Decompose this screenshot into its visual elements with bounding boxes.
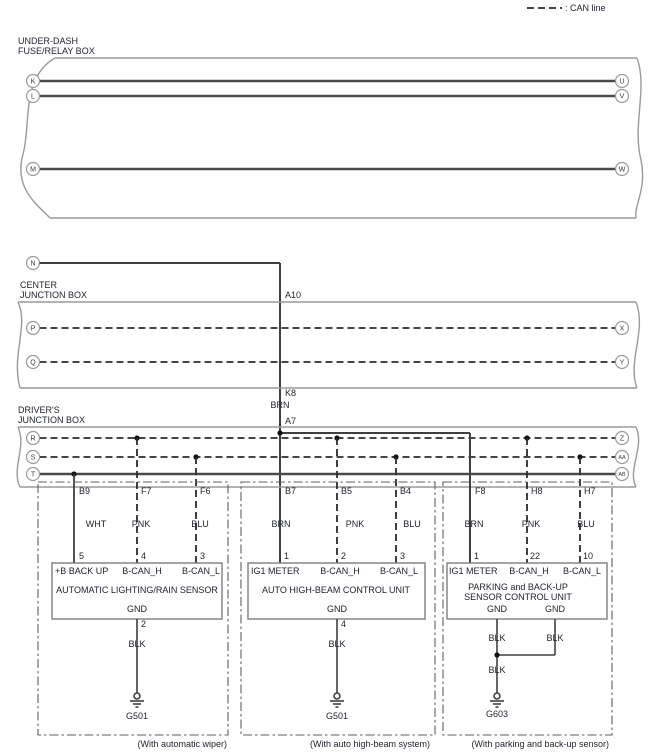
pin-label-k8: K8 [285,388,297,398]
option-caption: (With automatic wiper) [137,739,227,749]
terminal-label: B-CAN_L [181,566,221,576]
connector-U-label: U [619,78,625,86]
center-box-right-edge [634,302,639,388]
under-dash-box-right-edge [636,58,643,218]
wire-color-label-blu: BLU [577,519,595,529]
junction-dot [494,652,499,657]
wire-color-label-blk: BLK [128,639,146,649]
connector-T-label: T [30,471,36,479]
option-caption: (With parking and back-up sensor) [471,739,609,749]
wire-color-label-pnk: PNK [345,519,365,529]
wire-color-label-brn-trunk: BRN [270,400,290,410]
gnd-label: GND [327,604,347,614]
unit-auto-high-beam-control-unit [248,486,430,749]
unit-automatic-lighting-rain-sensor [52,486,227,749]
pin-label-a7: A7 [285,416,297,426]
under-dash-box-title-line2: FUSE/RELAY BOX [18,46,95,56]
wire-color-label-wht: WHT [85,519,107,529]
gnd-label: GND [487,604,507,614]
connector-label-b9: B9 [79,486,91,496]
center-box-title-line2: JUNCTION BOX [20,290,88,300]
option-caption: (With auto high-beam system) [309,739,430,749]
wire-color-label-blk: BLK [488,633,506,643]
driver-box-title-line1: DRIVER'S [18,405,60,415]
wire-color-label-blk: BLK [546,633,564,643]
unit-title: AUTOMATIC LIGHTING/RAIN SENSOR [56,585,218,595]
pin-label: 10 [583,551,594,561]
connector-label-b5: B5 [341,486,353,496]
connector-label-f7: F7 [141,486,152,496]
terminal-label: B-CAN_H [509,566,549,576]
terminal-label: B-CAN_H [320,566,360,576]
terminal-label: B-CAN_L [562,566,602,576]
gnd-label: GND [127,604,147,614]
connector-S-label: S [30,454,36,462]
wire-color-label-pnk: PNK [131,519,151,529]
center-box-left-edge [17,302,21,388]
connector-label-b4: B4 [400,486,412,496]
connector-M-label: M [30,166,36,174]
terminal-label: +B BACK UP [55,566,109,576]
wire-color-label-brn: BRN [271,519,291,529]
connector-label-h8: H8 [531,486,543,496]
driver-box-right-edge [633,427,638,487]
center-junction-box [17,280,639,426]
connector-Y-label: Y [619,359,625,367]
ground-symbol-g501 [130,693,144,707]
connector-K-label: K [30,78,36,86]
terminal-label: B-CAN_H [122,566,162,576]
pin-label: 4 [141,551,147,561]
unit-title: AUTO HIGH-BEAM CONTROL UNIT [261,585,411,595]
wire-color-label-pnk: PNK [521,519,541,529]
driver-box-title-line2: JUNCTION BOX [18,415,86,425]
connector-label-b7: B7 [285,486,297,496]
can-line-legend-label: : CAN line [565,3,606,13]
unit-title-line2: SENSOR CONTROL UNIT [464,592,572,602]
connector-AB-label: AB [618,472,626,478]
under-dash-fuse-relay-box [18,36,643,218]
connector-V-label: V [619,93,625,101]
terminal-label: IG1 METER [251,566,300,576]
connector-X-label: X [619,325,625,333]
can-line-legend [527,3,606,13]
connector-label-f8: F8 [475,486,486,496]
pin-label: 22 [530,551,541,561]
connector-label-f6: F6 [200,486,211,496]
pin-label: 3 [200,551,206,561]
ground-point-label: G501 [125,711,149,721]
connector-R-label: R [30,435,36,443]
unit-title-line1: PARKING and BACK-UP [468,582,568,592]
wire-color-label-blk: BLK [488,665,506,675]
pin-label: 5 [79,551,85,561]
pin-label: 1 [284,551,290,561]
wire-color-label-blu: BLU [403,519,421,529]
gnd-pin-label: 4 [341,619,347,629]
under-dash-box-title-line1: UNDER-DASH [18,36,79,46]
wire-color-label-blu: BLU [191,519,209,529]
ground-point-label: G501 [325,711,349,721]
gnd-label: GND [545,604,565,614]
pin-label-a10: A10 [285,290,302,300]
pin-label: 1 [474,551,480,561]
wire-color-label-blk: BLK [328,639,346,649]
pin-label: 2 [341,551,347,561]
connector-W-label: W [618,166,626,174]
unit-parking-backup-sensor-control-unit [447,486,609,749]
driver-box-left-edge [17,427,21,487]
connector-Z-label: Z [619,435,625,443]
terminal-label: IG1 METER [449,566,498,576]
pin-label: 3 [400,551,406,561]
connector-L-label: L [31,93,35,101]
ground-symbol-g501 [330,693,344,707]
connector-P-label: P [30,325,36,333]
terminal-label: B-CAN_L [379,566,419,576]
wire-color-label-brn: BRN [464,519,484,529]
drivers-junction-box [17,405,638,563]
connector-N-label: N [30,260,36,268]
center-box-title-line1: CENTER [20,280,58,290]
ground-point-label: G603 [485,709,509,719]
junction-dot [277,430,282,435]
connector-label-h7: H7 [584,486,596,496]
gnd-pin-label: 2 [141,619,147,629]
connector-AA-label: AA [618,455,626,461]
connector-Q-label: Q [30,359,36,367]
ground-symbol-g603 [490,693,504,707]
